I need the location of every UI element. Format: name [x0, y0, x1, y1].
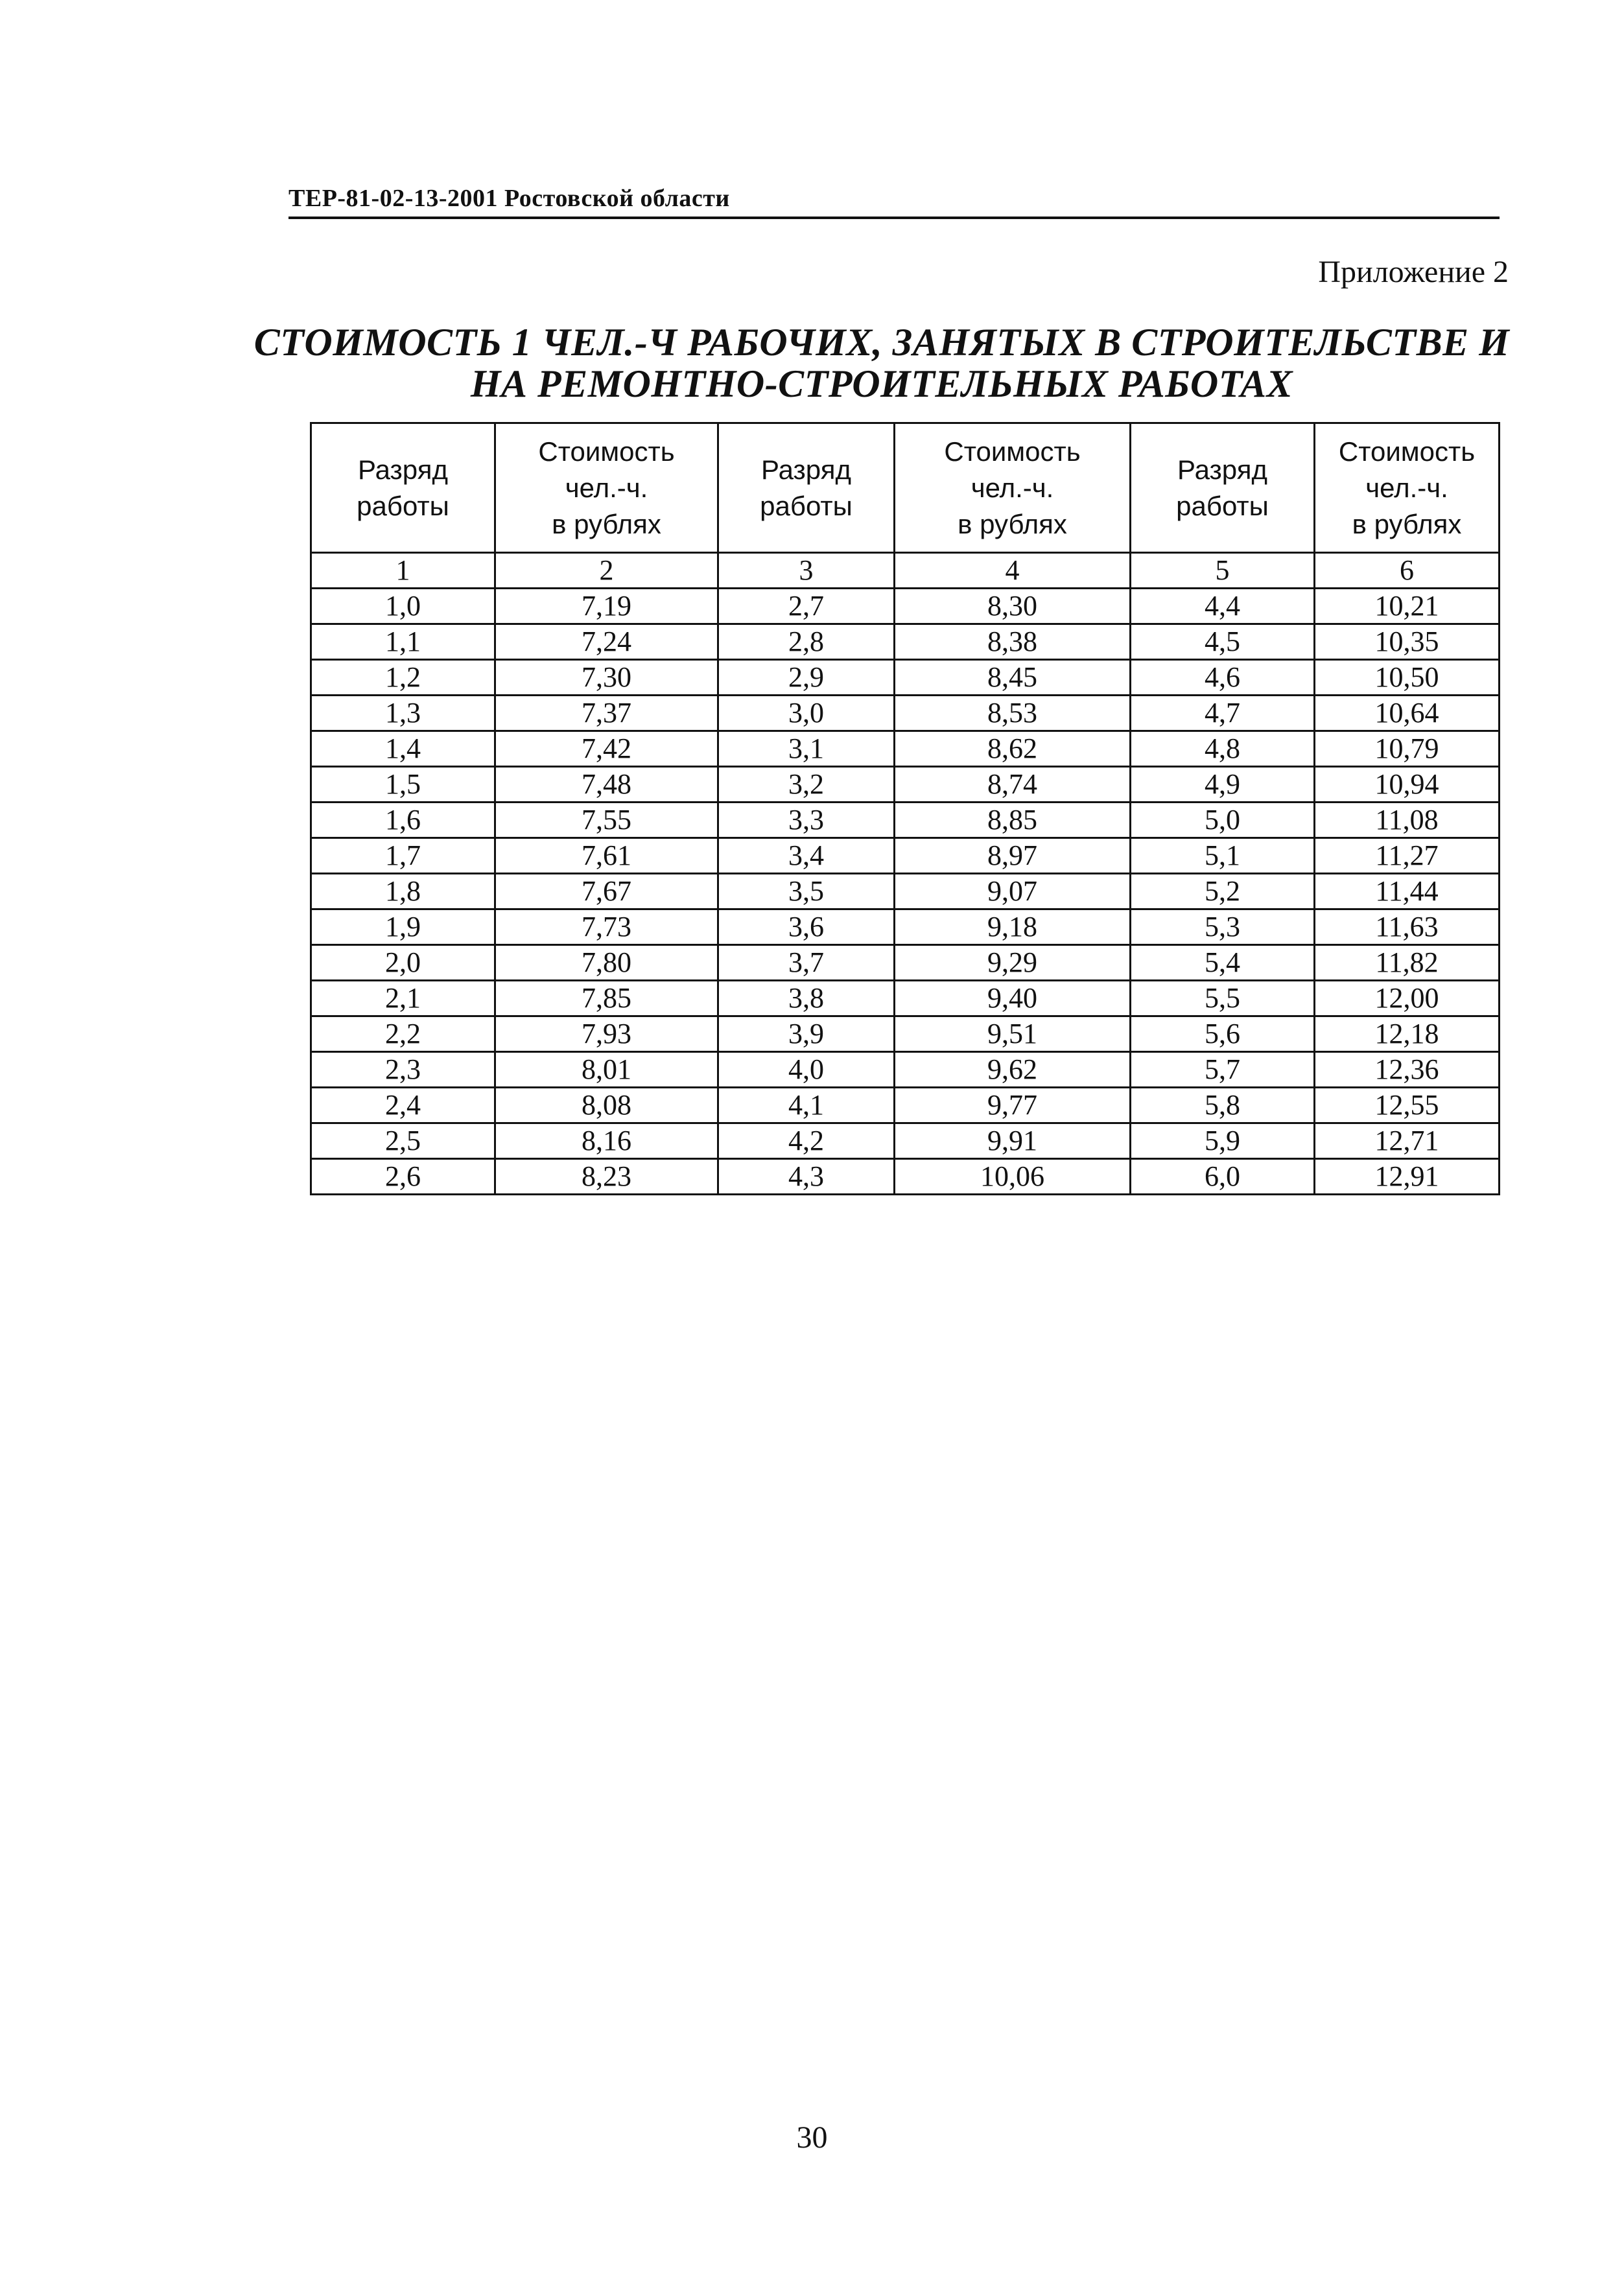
- cost-cell: 9,62: [895, 1052, 1131, 1088]
- page-number: 30: [796, 2120, 828, 2155]
- grade-cell: 3,5: [718, 874, 895, 909]
- table-row: [311, 945, 1500, 981]
- grade-cell: 1,3: [311, 696, 495, 731]
- table-row: [311, 981, 1500, 1016]
- grade-cell: 5,2: [1131, 874, 1315, 909]
- column-header-line: Разряд: [761, 454, 851, 485]
- cost-cell: 10,21: [1315, 589, 1500, 624]
- grade-cell: 2,2: [311, 1016, 495, 1052]
- table-header-row: [311, 423, 1500, 553]
- cost-cell: 10,06: [895, 1159, 1131, 1195]
- cost-cell: 12,18: [1315, 1016, 1500, 1052]
- table-row: [311, 1123, 1500, 1159]
- cost-cell: 7,19: [495, 589, 718, 624]
- cost-cell: 10,94: [1315, 767, 1500, 803]
- column-header-line: Разряд: [358, 454, 448, 485]
- column-header: [311, 423, 495, 553]
- cost-cell: 11,08: [1315, 803, 1500, 838]
- grade-cell: 3,8: [718, 981, 895, 1016]
- cost-cell: 7,93: [495, 1016, 718, 1052]
- cost-cell: 11,63: [1315, 909, 1500, 945]
- column-header-line: чел.-ч.: [565, 472, 648, 503]
- title-line-2: НА РЕМОНТНО-СТРОИТЕЛЬНЫХ РАБОТАХ: [470, 362, 1293, 405]
- grade-cell: 2,3: [311, 1052, 495, 1088]
- grade-cell: 4,0: [718, 1052, 895, 1088]
- grade-cell: 2,4: [311, 1088, 495, 1123]
- grade-cell: 1,5: [311, 767, 495, 803]
- grade-cell: 1,7: [311, 838, 495, 874]
- column-number: 2: [495, 553, 718, 589]
- grade-cell: 5,8: [1131, 1088, 1315, 1123]
- table-row: [311, 803, 1500, 838]
- cost-cell: 8,16: [495, 1123, 718, 1159]
- cost-cell: 7,30: [495, 660, 718, 696]
- cost-cell: 8,97: [895, 838, 1131, 874]
- grade-cell: 1,6: [311, 803, 495, 838]
- cost-cell: 9,40: [895, 981, 1131, 1016]
- grade-cell: 3,0: [718, 696, 895, 731]
- cost-cell: 8,45: [895, 660, 1131, 696]
- grade-cell: 4,9: [1131, 767, 1315, 803]
- grade-cell: 4,8: [1131, 731, 1315, 767]
- grade-cell: 5,6: [1131, 1016, 1315, 1052]
- cost-cell: 7,42: [495, 731, 718, 767]
- grade-cell: 4,2: [718, 1123, 895, 1159]
- title-line-1: СТОИМОСТЬ 1 ЧЕЛ.-Ч РАБОЧИХ, ЗАНЯТЫХ В СТРОИТЕЛЬСТВЕ И: [253, 321, 1510, 364]
- appendix-label: Приложение 2: [1318, 255, 1509, 289]
- grade-cell: 1,8: [311, 874, 495, 909]
- cost-cell: 12,00: [1315, 981, 1500, 1016]
- grade-cell: 3,6: [718, 909, 895, 945]
- cost-cell: 7,80: [495, 945, 718, 981]
- grade-cell: 2,0: [311, 945, 495, 981]
- cost-cell: 10,64: [1315, 696, 1500, 731]
- grade-cell: 1,0: [311, 589, 495, 624]
- table-row: [311, 589, 1500, 624]
- grade-cell: 3,1: [718, 731, 895, 767]
- cost-cell: 8,08: [495, 1088, 718, 1123]
- table-row: [311, 731, 1500, 767]
- grade-cell: 5,3: [1131, 909, 1315, 945]
- grade-cell: 1,2: [311, 660, 495, 696]
- cost-cell: 8,23: [495, 1159, 718, 1195]
- grade-cell: 3,4: [718, 838, 895, 874]
- table-row: [311, 909, 1500, 945]
- grade-cell: 5,4: [1131, 945, 1315, 981]
- column-header-line: работы: [1176, 490, 1269, 521]
- grade-cell: 4,6: [1131, 660, 1315, 696]
- grade-cell: 1,9: [311, 909, 495, 945]
- cost-cell: 9,51: [895, 1016, 1131, 1052]
- cost-cell: 11,44: [1315, 874, 1500, 909]
- cost-cell: 7,24: [495, 624, 718, 660]
- cost-cell: 10,79: [1315, 731, 1500, 767]
- table-row: [311, 874, 1500, 909]
- column-header-line: чел.-ч.: [971, 472, 1054, 503]
- column-header: [718, 423, 895, 553]
- cost-cell: 8,38: [895, 624, 1131, 660]
- column-number: 5: [1131, 553, 1315, 589]
- column-header-line: Разряд: [1177, 454, 1267, 485]
- cost-cell: 9,18: [895, 909, 1131, 945]
- grade-cell: 2,7: [718, 589, 895, 624]
- document-header: [288, 185, 1500, 219]
- cost-cell: 7,73: [495, 909, 718, 945]
- cost-cell: 8,62: [895, 731, 1131, 767]
- cost-cell: 9,07: [895, 874, 1131, 909]
- column-number: 3: [718, 553, 895, 589]
- document-code: ТЕР-81-02-13-2001 Ростовской области: [288, 185, 730, 212]
- table-row: [311, 838, 1500, 874]
- column-header: [1315, 423, 1500, 553]
- grade-cell: 5,5: [1131, 981, 1315, 1016]
- cost-cell: 8,01: [495, 1052, 718, 1088]
- grade-cell: 5,1: [1131, 838, 1315, 874]
- column-header: [1131, 423, 1315, 553]
- grade-cell: 5,0: [1131, 803, 1315, 838]
- cost-cell: 11,82: [1315, 945, 1500, 981]
- table-row: [311, 1159, 1500, 1195]
- grade-cell: 3,3: [718, 803, 895, 838]
- cost-cell: 7,48: [495, 767, 718, 803]
- cost-cell: 9,77: [895, 1088, 1131, 1123]
- cost-cell: 8,53: [895, 696, 1131, 731]
- cost-cell: 12,71: [1315, 1123, 1500, 1159]
- grade-cell: 4,1: [718, 1088, 895, 1123]
- column-header-line: в рублях: [552, 508, 661, 539]
- cost-cell: 10,35: [1315, 624, 1500, 660]
- column-number: 6: [1315, 553, 1500, 589]
- grade-cell: 3,2: [718, 767, 895, 803]
- column-header-line: Стоимость: [944, 436, 1081, 467]
- cost-cell: 12,36: [1315, 1052, 1500, 1088]
- cost-cell: 12,55: [1315, 1088, 1500, 1123]
- cost-cell: 8,30: [895, 589, 1131, 624]
- cost-cell: 9,91: [895, 1123, 1131, 1159]
- column-number: 4: [895, 553, 1131, 589]
- table-row: [311, 660, 1500, 696]
- grade-cell: 4,4: [1131, 589, 1315, 624]
- grade-cell: 2,1: [311, 981, 495, 1016]
- grade-cell: 6,0: [1131, 1159, 1315, 1195]
- grade-cell: 4,3: [718, 1159, 895, 1195]
- column-number: 1: [311, 553, 495, 589]
- cost-cell: 10,50: [1315, 660, 1500, 696]
- table-body: [311, 589, 1500, 1195]
- column-header-line: в рублях: [958, 508, 1067, 539]
- cost-cell: 12,91: [1315, 1159, 1500, 1195]
- table-row: [311, 624, 1500, 660]
- grade-cell: 3,9: [718, 1016, 895, 1052]
- column-header-line: Стоимость: [538, 436, 675, 467]
- grade-cell: 1,4: [311, 731, 495, 767]
- cost-cell: 7,67: [495, 874, 718, 909]
- column-header-line: работы: [357, 490, 449, 521]
- grade-cell: 3,7: [718, 945, 895, 981]
- cost-cell: 7,55: [495, 803, 718, 838]
- column-header-line: Стоимость: [1338, 436, 1476, 467]
- table-row: [311, 696, 1500, 731]
- cost-cell: 7,37: [495, 696, 718, 731]
- column-number-row: [311, 553, 1500, 589]
- grade-cell: 5,7: [1131, 1052, 1315, 1088]
- column-header: [895, 423, 1131, 553]
- table-row: [311, 1052, 1500, 1088]
- table-row: [311, 1016, 1500, 1052]
- cost-cell: 11,27: [1315, 838, 1500, 874]
- cost-cell: 7,61: [495, 838, 718, 874]
- grade-cell: 4,7: [1131, 696, 1315, 731]
- grade-cell: 1,1: [311, 624, 495, 660]
- grade-cell: 5,9: [1131, 1123, 1315, 1159]
- cost-cell: 8,74: [895, 767, 1131, 803]
- column-header-line: чел.-ч.: [1365, 472, 1448, 503]
- grade-cell: 2,5: [311, 1123, 495, 1159]
- column-header: [495, 423, 718, 553]
- column-header-line: работы: [760, 490, 853, 521]
- page-title: [246, 322, 1517, 404]
- grade-cell: 2,6: [311, 1159, 495, 1195]
- cost-cell: 7,85: [495, 981, 718, 1016]
- column-header-line: в рублях: [1352, 508, 1462, 539]
- grade-cell: 2,9: [718, 660, 895, 696]
- cost-cell: 9,29: [895, 945, 1131, 981]
- cost-cell: 8,85: [895, 803, 1131, 838]
- grade-cell: 4,5: [1131, 624, 1315, 660]
- table-row: [311, 1088, 1500, 1123]
- grade-cell: 2,8: [718, 624, 895, 660]
- rates-table: [310, 422, 1500, 1195]
- table-row: [311, 767, 1500, 803]
